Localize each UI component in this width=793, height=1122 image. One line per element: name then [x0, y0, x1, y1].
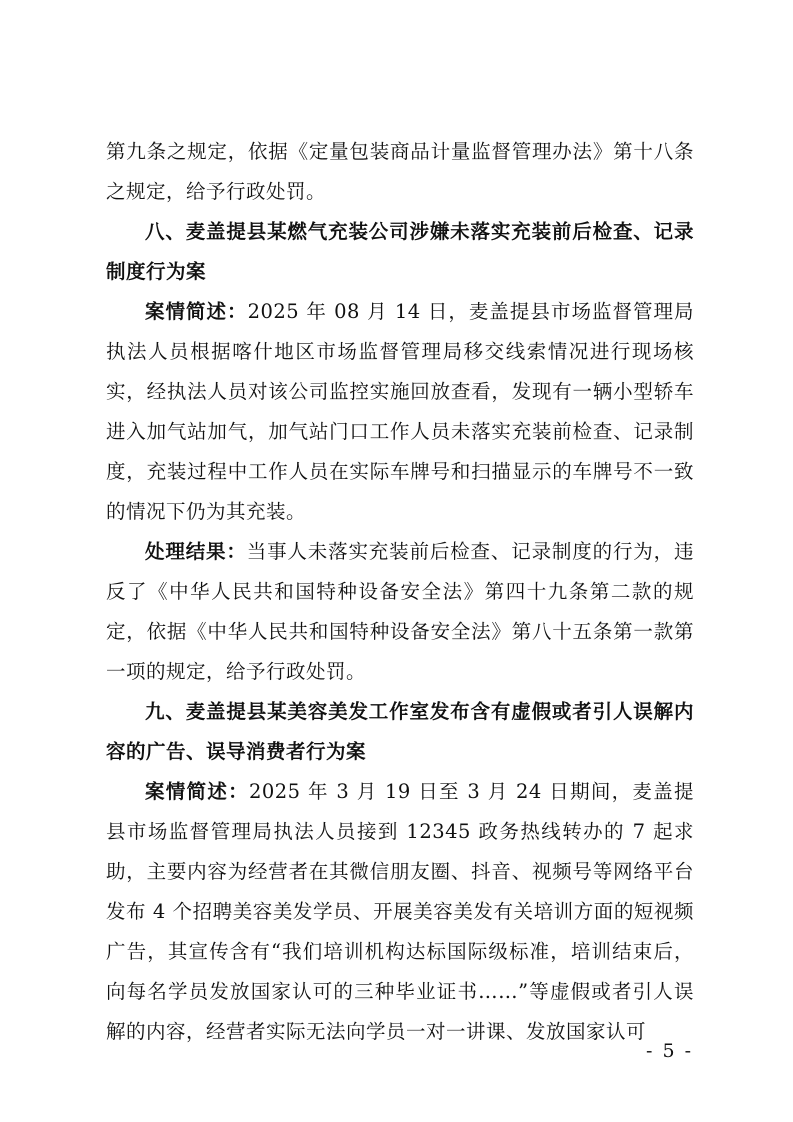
- case-summary-paragraph-9: [106, 772, 694, 1052]
- case-summary-label: 案情简述：: [145, 780, 249, 803]
- document-body: [106, 132, 694, 1052]
- page-number: - 5 -: [645, 1040, 693, 1062]
- result-text: 当事人未落实充装前后检查、记录制度的行为，违反了《中华人民共和国特种设备安全法》第四十九条第二款的规定，依据《中华人民共和国特种设备安全法》第八十五条第一款第一项的规定，给予行政处罚。: [106, 540, 694, 683]
- result-label: 处理结果：: [145, 540, 247, 563]
- paragraph-continuation: 第九条之规定，依据《定量包装商品计量监督管理办法》第十八条之规定，给予行政处罚。: [106, 140, 694, 203]
- section-heading-9: 九、麦盖提县某美容美发工作室发布含有虚假或者引人误解内容的广告、误导消费者行为案: [106, 700, 694, 763]
- result-paragraph-8: [106, 532, 694, 692]
- case-summary-label: 案情简述：: [145, 300, 248, 323]
- case-summary-text: 2025 年 3 月 19 日至 3 月 24 日期间，麦盖提县市场监督管理局执法人员接到 12345 政务热线转办的 7 起求助，主要内容为经营者在其微信朋友圈、抖音、视频号等网络平台发布 4 个招聘美容美发学员、开展美容美发有关培训方面的短视频广告，其宣传含有“我们培训机构达标国际级标准，培训结束后，向每名学员发放国家认可的三种毕业证书……”等虚假或者引人误解的内容，经营者实际无法向学员一对一讲课、发放国家认可: [106, 780, 694, 1043]
- section-heading-8: 八、麦盖提县某燃气充装公司涉嫌未落实充装前后检查、记录制度行为案: [106, 220, 694, 283]
- case-summary-paragraph-8: [106, 292, 694, 532]
- case-summary-text: 2025 年 08 月 14 日，麦盖提县市场监督管理局执法人员根据喀什地区市场监督管理局移交线索情况进行现场核实，经执法人员对该公司监控实施回放查看，发现有一辆小型轿车进入加气站加气，加气站门口工作人员未落实充装前检查、记录制度，充装过程中工作人员在实际车牌号和扫描显示的车牌号不一致的情况下仍为其充装。: [106, 300, 694, 523]
